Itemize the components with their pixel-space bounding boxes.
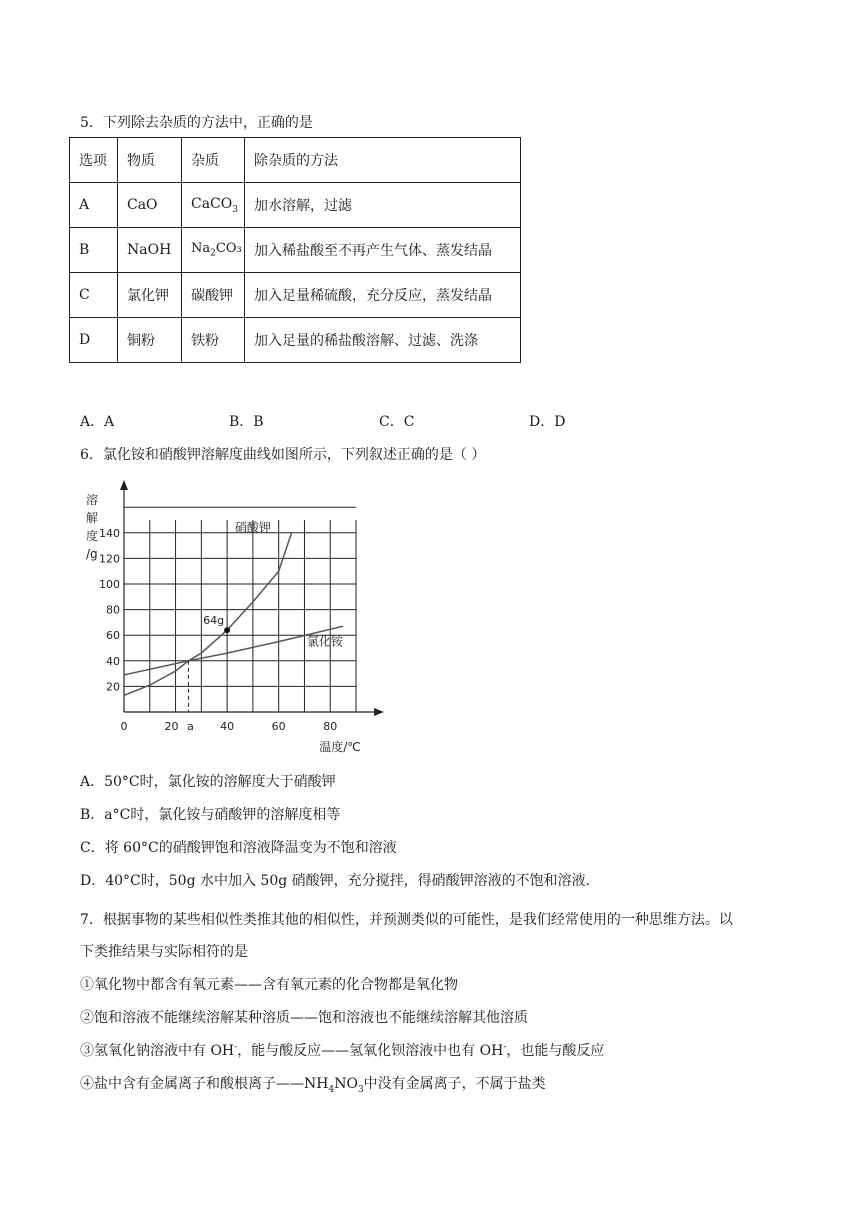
q7-item-2: ②饱和溶液不能继续溶解某种溶质——饱和溶液也不能继续溶解其他溶质 xyxy=(80,1010,528,1026)
x-tick-label: a xyxy=(187,720,194,733)
cell-substance: NaOH xyxy=(118,228,182,273)
q5-table xyxy=(69,137,521,363)
q6-stem: 6．氯化铵和硝酸钾溶解度曲线如图所示，下列叙述正确的是（ ） xyxy=(80,447,486,463)
q6-option-c: C．将 60°C的硝酸钾饱和溶液降温变为不饱和溶液 xyxy=(80,840,397,856)
y-tick-label: 80 xyxy=(106,603,120,617)
chart-labels xyxy=(86,492,361,754)
x-axis-label: 温度/℃ xyxy=(319,740,361,754)
table-header-row xyxy=(70,138,521,183)
cell-method: 加入稀盐酸至不再产生气体、蒸发结晶 xyxy=(245,228,521,273)
chart-curves xyxy=(124,533,343,712)
y-tick-label: 140 xyxy=(99,526,120,540)
x-tick-label: 0 xyxy=(120,720,128,733)
q5-option-a: A．A xyxy=(80,414,115,430)
q6-option-d: D．40°C时，50g 水中加入 50g 硝酸钾，充分搅拌，得硝酸钾溶液的不饱和溶液. xyxy=(80,873,591,889)
x-tick-label: 20 xyxy=(164,720,179,733)
table-row xyxy=(70,273,521,318)
cell-impurity: $Na_2CO_3$ xyxy=(182,228,245,273)
x-tick-label: 80 xyxy=(323,720,338,733)
cell-option: A xyxy=(70,183,118,228)
y-axis-label-char: 解 xyxy=(86,511,99,525)
table-row xyxy=(70,318,521,363)
y-tick-label: 60 xyxy=(106,629,120,643)
y-tick-label: 100 xyxy=(99,578,120,591)
cell-impurity: 铁粉 xyxy=(182,318,245,363)
q7-stem-line2: 下类推结果与实际相符的是 xyxy=(80,944,248,960)
y-tick-label: 20 xyxy=(106,680,120,694)
header-option: 选项 xyxy=(70,138,118,183)
table-row xyxy=(70,228,521,273)
y-axis-label-char: 溶 xyxy=(86,493,99,507)
q7-item-3: ③氢氧化钠溶液中有 OH-，能与酸反应——氢氧化钡溶液中也有 OH-，也能与酸反应 xyxy=(80,1042,605,1059)
cell-option: D xyxy=(70,318,118,363)
cell-option: C xyxy=(70,273,118,318)
cell-impurity: CaCO$_3$ xyxy=(182,183,245,228)
x-tick-label: 60 xyxy=(271,720,286,733)
cell-method: 加入足量的稀盐酸溶解、过滤、洗涤 xyxy=(245,318,521,363)
q5-option-c: C．C xyxy=(379,414,415,430)
q5-option-b: B．B xyxy=(229,414,264,430)
y-axis-label-char: 度 xyxy=(86,529,99,543)
series-label: 硝酸钾 xyxy=(234,520,271,535)
data-point-marker xyxy=(224,627,230,633)
q6-option-b: B．a°C时，氯化铵与硝酸钾的溶解度相等 xyxy=(80,807,341,823)
q7-stem-line1: 7．根据事物的某些相似性类推其他的相似性，并预测类似的可能性，是我们经常使用的一种思维方法。以 xyxy=(80,912,733,928)
table-row xyxy=(70,183,521,228)
y-axis-label-char: /g xyxy=(86,547,98,561)
y-tick-label: 120 xyxy=(99,552,120,566)
chart-grid xyxy=(124,507,356,712)
data-label: 64g xyxy=(203,614,225,628)
q7-item-4: ④盐中含有金属离子和酸根离子$——NH_4NO_3$中没有金属离子，不属于盐类 xyxy=(80,1076,546,1095)
cell-substance: CaO xyxy=(118,183,182,228)
cell-method: 加水溶解，过滤 xyxy=(245,183,521,228)
q7-item-1: ①氧化物中都含有氧元素——含有氧元素的化合物都是氧化物 xyxy=(80,977,458,993)
x-axis-arrow xyxy=(374,708,384,716)
q6-option-a: A．50°C时，氯化铵的溶解度大于硝酸钾 xyxy=(80,774,336,790)
cell-option: B xyxy=(70,228,118,273)
solubility-chart xyxy=(78,474,398,758)
chart-ticks xyxy=(99,527,337,733)
cell-impurity: 碳酸钾 xyxy=(182,273,245,318)
chart-axes xyxy=(120,480,384,716)
q5-option-d: D．D xyxy=(529,414,566,430)
header-method: 除杂质的方法 xyxy=(245,138,521,183)
cell-substance: 氯化钾 xyxy=(118,273,182,318)
cell-method: 加入足量稀硫酸，充分反应，蒸发结晶 xyxy=(245,273,521,318)
x-tick-label: 40 xyxy=(220,720,235,733)
series-label: 氯化铵 xyxy=(307,634,344,649)
header-impurity: 杂质 xyxy=(182,138,245,183)
y-axis-arrow xyxy=(120,480,128,490)
cell-substance: 铜粉 xyxy=(118,318,182,363)
header-substance: 物质 xyxy=(118,138,182,183)
y-tick-label: 40 xyxy=(106,654,120,668)
q5-stem: 5．下列除去杂质的方法中，正确的是 xyxy=(80,115,313,131)
